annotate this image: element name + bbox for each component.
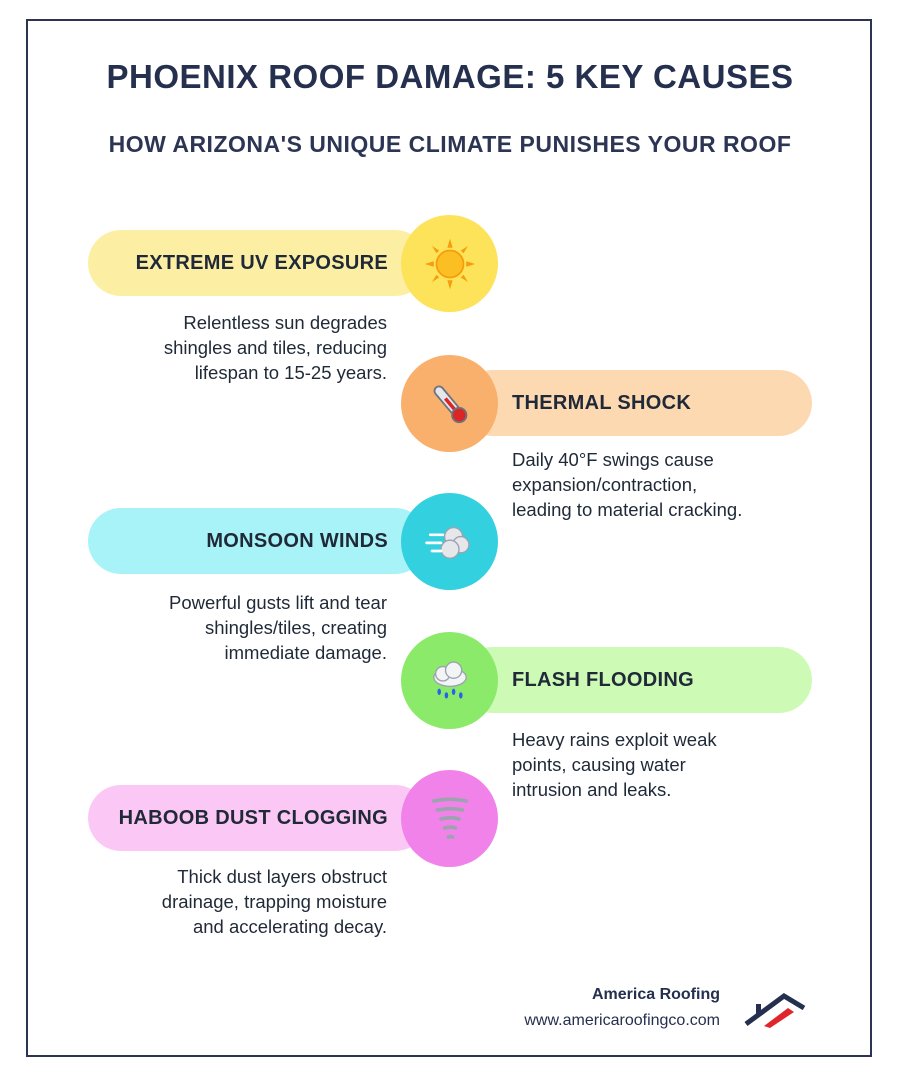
cause-wind-pill <box>88 508 428 574</box>
cause-thermal-circle <box>401 355 498 452</box>
cause-thermal-title: THERMAL SHOCK <box>512 391 692 414</box>
cause-flood-pill <box>460 647 812 713</box>
cause-uv-title: EXTREME UV EXPOSURE <box>135 251 388 274</box>
cause-haboob-circle <box>401 770 498 867</box>
cause-wind-description: Powerful gusts lift and tear shingles/tiles, creating immediate damage. <box>169 592 387 663</box>
cause-thermal-description: Daily 40°F swings cause expansion/contraction, leading to material cracking. <box>512 449 743 520</box>
sun-icon <box>423 237 477 291</box>
rain-cloud-icon <box>423 654 477 708</box>
brand-name: America Roofing <box>591 986 720 1003</box>
page-subtitle: HOW ARIZONA'S UNIQUE CLIMATE PUNISHES YOUR ROOF <box>108 131 792 157</box>
cause-haboob-pill <box>88 785 428 851</box>
thermometer-icon <box>423 377 477 431</box>
cause-uv-pill <box>88 230 428 296</box>
cause-uv-description: Relentless sun degrades shingles and tiles, reducing lifespan to 15-25 years. <box>163 312 387 383</box>
cause-thermal-pill <box>460 370 812 436</box>
cause-flood-title: FLASH FLOODING <box>512 668 694 691</box>
tornado-icon <box>423 792 477 846</box>
roof-logo-icon <box>744 990 806 1028</box>
cause-haboob-title: HABOOB DUST CLOGGING <box>118 806 388 829</box>
wind-icon <box>423 515 477 569</box>
brand-website-link[interactable]: www.americaroofingco.com <box>524 1012 720 1029</box>
cause-flood-circle <box>401 632 498 729</box>
cause-flood-description: Heavy rains exploit weak points, causing water intrusion and leaks. <box>512 729 717 800</box>
cause-uv-circle <box>401 215 498 312</box>
cause-haboob-description: Thick dust layers obstruct drainage, trapping moisture and accelerating decay. <box>161 866 387 937</box>
cause-wind-circle <box>401 493 498 590</box>
cause-wind-title: MONSOON WINDS <box>206 529 388 552</box>
page-title: PHOENIX ROOF DAMAGE: 5 KEY CAUSES <box>106 58 794 95</box>
